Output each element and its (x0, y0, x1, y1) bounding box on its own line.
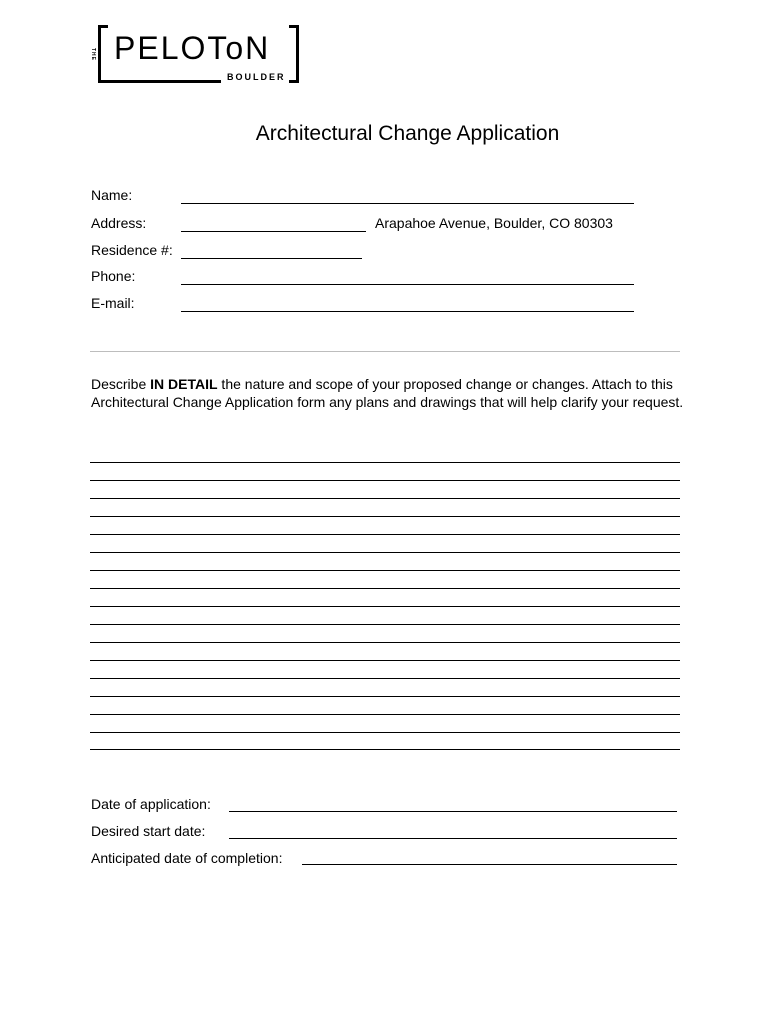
name-field[interactable] (181, 203, 634, 204)
address-suffix: Arapahoe Avenue, Boulder, CO 80303 (375, 215, 613, 231)
description-line[interactable] (90, 588, 680, 589)
description-emphasis: IN DETAIL (150, 376, 218, 392)
application-date-label: Date of application: (91, 796, 211, 812)
page-title: Architectural Change Application (255, 122, 560, 145)
residence-label: Residence #: (91, 242, 173, 258)
logo-subtitle: BOULDER (227, 72, 286, 82)
description-line[interactable] (90, 642, 680, 643)
completion-date-label: Anticipated date of completion: (91, 850, 283, 866)
email-label: E-mail: (91, 295, 135, 311)
description-line[interactable] (90, 570, 680, 571)
logo-underline (98, 80, 221, 83)
residence-field[interactable] (181, 258, 362, 259)
description-line[interactable] (90, 624, 680, 625)
description-line[interactable] (90, 498, 680, 499)
description-line[interactable] (90, 749, 680, 750)
application-date-field[interactable] (229, 811, 677, 812)
description-line[interactable] (90, 606, 680, 607)
address-field[interactable] (181, 231, 366, 232)
description-line[interactable] (90, 678, 680, 679)
description-line[interactable] (90, 714, 680, 715)
description-line[interactable] (90, 696, 680, 697)
section-divider (90, 351, 680, 352)
name-label: Name: (91, 187, 133, 203)
description-prefix: Describe (91, 376, 151, 392)
logo (90, 23, 310, 85)
phone-field[interactable] (181, 284, 634, 285)
description-line[interactable] (90, 534, 680, 535)
start-date-label: Desired start date: (91, 823, 206, 839)
description-line[interactable] (90, 552, 680, 553)
logo-the-text: THE (90, 48, 96, 61)
address-label: Address: (91, 215, 147, 231)
description-instructions (91, 376, 691, 411)
description-line[interactable] (90, 732, 680, 733)
description-suffix: the nature and scope of your proposed change or changes. Attach to this Architectural Change Application form any plans and drawings that will help clarify your request. (91, 376, 684, 410)
description-line[interactable] (90, 480, 680, 481)
completion-date-field[interactable] (302, 864, 677, 865)
email-field[interactable] (181, 311, 634, 312)
description-line[interactable] (90, 462, 680, 463)
start-date-field[interactable] (229, 838, 677, 839)
logo-frame (289, 25, 299, 83)
logo-frame (98, 25, 108, 83)
description-line[interactable] (90, 516, 680, 517)
logo-wordmark: PELOToN (114, 30, 271, 66)
description-line[interactable] (90, 660, 680, 661)
phone-label: Phone: (91, 268, 136, 284)
